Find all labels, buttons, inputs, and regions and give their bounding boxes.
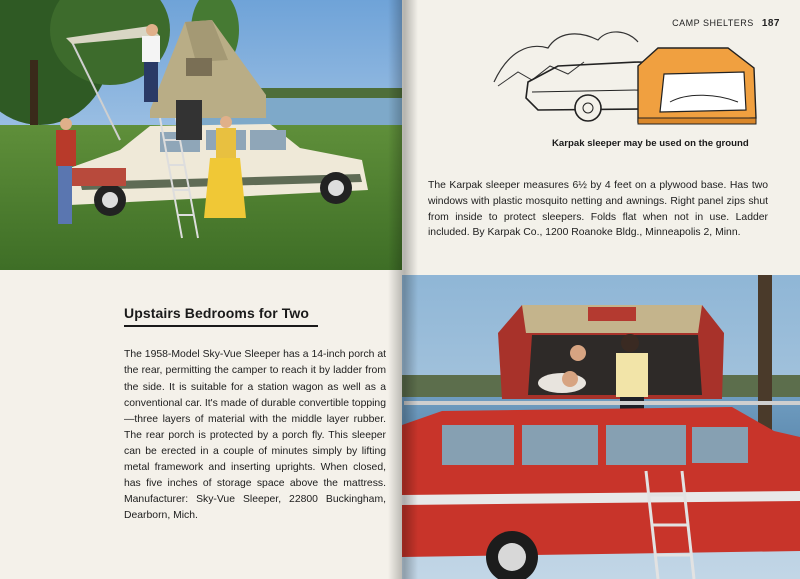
photo-karpak-on-wagon <box>402 275 800 579</box>
karpak-description: The Karpak sleeper measures 6½ by 4 feet on a plywood base. Has two windows with plastic mosquito netting and awnings. Right panel zips shut from inside to protect sleepers. Folds flat when not in use. Ladder included. By Karpak Co., 1200 Roanoke Bldg., Minneapolis 2, Minn. <box>428 180 768 239</box>
page-number: 187 <box>761 18 780 29</box>
sky-vue-photo-illustration <box>0 0 402 270</box>
right-page <box>402 0 800 579</box>
karpak-photo-illustration <box>402 275 800 579</box>
sky-vue-description: The 1958-Model Sky-Vue Sleeper has a 14-inch porch at the rear, permitting the camper to reach it by ladder from the side. It is suitable for a station wagon as well as a conventional car. It's made of durable convertible topping—three layers of material with the middle layer rubber. The rear porch is protected by a porch fly. This sleeper can be erected in a couple of minutes simply by lifting metal framework and inserting uprights. When closed, has five inches of storage space above the mattress. Manufacturer: Sky-Vue Sleeper, 22800 Buckingham, Dearborn, Mich. <box>124 349 386 522</box>
section-heading <box>124 305 318 327</box>
heading-rule <box>124 325 318 327</box>
illustration-caption: Karpak sleeper may be used on the ground <box>552 138 749 149</box>
running-head-section: CAMP SHELTERS <box>672 18 754 28</box>
karpak-line-illustration <box>488 22 758 130</box>
photo-sky-vue-sleeper <box>0 0 402 270</box>
section-title: Upstairs Bedrooms for Two <box>124 305 310 321</box>
